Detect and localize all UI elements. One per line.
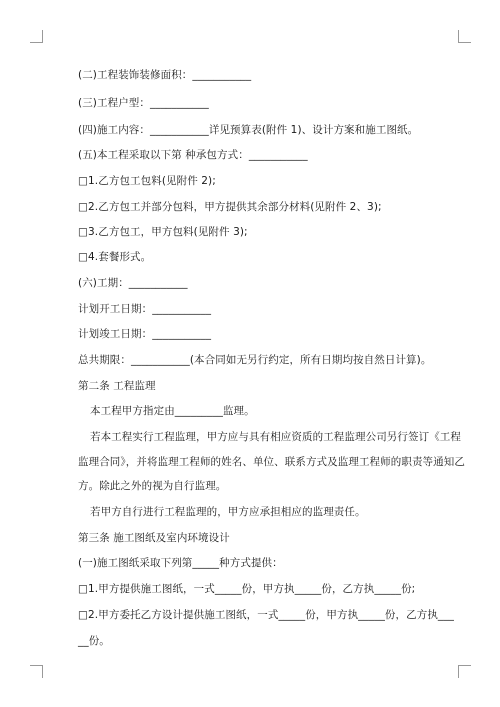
item-contract-method: (五)本工程采取以下第 种承包方式：___________ xyxy=(78,149,308,161)
item-drawing-provision: (一)施工图纸采取下列第_____种方式提供： xyxy=(78,557,283,569)
item-construction-content: (四)施工内容：___________详见预算表(附件 1)、设计方案和施工图纸。 xyxy=(78,124,419,136)
drawing-option-1: □1.甲方提供施工图纸，一式_____份，甲方执_____份，乙方执_____份; xyxy=(78,583,416,595)
item-house-type: (三)工程户型：___________ xyxy=(78,97,209,109)
crop-mark-top-left xyxy=(30,30,43,43)
planned-start-date: 计划开工日期：___________ xyxy=(78,303,212,315)
option-2: □2.乙方包工并部分包料，甲方提供其余部分材料(见附件 2、3); xyxy=(78,201,382,213)
paragraph-supervision-1a: 若本工程实行工程监理，甲方应与具有相应资质的工程监理公司另行签订《工程 xyxy=(90,431,461,443)
crop-mark-top-right xyxy=(458,30,471,43)
option-1: □1.乙方包工包料(见附件 2); xyxy=(78,175,216,187)
planned-completion-date: 计划竣工日期：___________ xyxy=(78,328,212,340)
drawing-option-2: □2.甲方委托乙方设计提供施工图纸，一式_____份，甲方执_____份，乙方执___ xyxy=(78,609,454,621)
option-3: □3.乙方包工，甲方包料(见附件 3); xyxy=(78,226,248,238)
section-heading-supervision: 第二条 工程监理 xyxy=(78,380,156,392)
option-4: □4.套餐形式。 xyxy=(78,251,152,263)
paragraph-supervisor: 本工程甲方指定由_________监理。 xyxy=(90,405,255,417)
item-decoration-area: (二)工程装饰装修面积：___________ xyxy=(78,69,252,81)
paragraph-supervision-1b: 监理合同》，并将监理工程师的姓名、单位、联系方式及监理工程师的职责等通知乙 xyxy=(78,456,465,468)
section-heading-drawings: 第三条 施工图纸及室内环境设计 xyxy=(78,532,230,544)
crop-mark-bottom-right xyxy=(458,665,471,678)
drawing-option-2-cont: __份。 xyxy=(78,635,110,647)
paragraph-supervision-1c: 方。除此之外的视为自行监理。 xyxy=(78,480,227,492)
item-duration: (六)工期：___________ xyxy=(78,277,188,289)
crop-mark-bottom-left xyxy=(30,665,43,678)
paragraph-self-supervision: 若甲方自行进行工程监理的，甲方应承担相应的监理责任。 xyxy=(90,506,366,518)
total-period: 总共期限：___________(本合同如无另行约定，所有日期均按自然日计算)。 xyxy=(78,354,432,366)
